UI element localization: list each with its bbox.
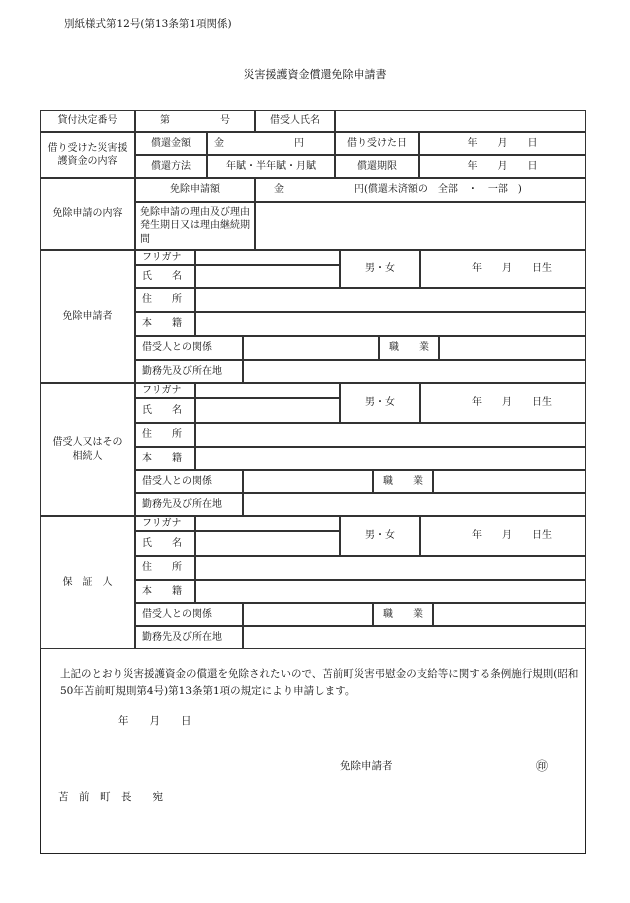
repayment-amount-field[interactable]: 金 円 [207, 132, 335, 155]
guarantor-relation-field[interactable] [243, 603, 373, 626]
guarantor-sex-field[interactable]: 男・女 [340, 516, 420, 556]
applicant-section-label: 免除申請者 [40, 250, 135, 383]
guarantor-domicile-field[interactable] [195, 580, 586, 603]
guarantor-birthdate-field[interactable]: 年 月 日生 [420, 516, 586, 556]
borrower-name-label: 借受人氏名 [255, 110, 335, 132]
applicant-birthdate-field[interactable]: 年 月 日生 [420, 250, 586, 288]
heir-furigana-field[interactable] [195, 383, 340, 398]
seal-mark: ㊞ [536, 759, 549, 773]
heir-job-field[interactable] [433, 470, 586, 493]
guarantor-name-field[interactable] [195, 531, 340, 556]
exemption-amount-field[interactable]: 金 円(償還未済額の 全部 ・ 一部 ) [255, 178, 586, 202]
loan-number-label: 貸付決定番号 [40, 110, 135, 132]
guarantor-relation-label: 借受人との関係 [135, 603, 243, 626]
heir-relation-label: 借受人との関係 [135, 470, 243, 493]
heir-workplace-field[interactable] [243, 493, 586, 516]
applicant-furigana-field[interactable] [195, 250, 340, 265]
applicant-name-field[interactable] [195, 265, 340, 288]
exemption-reason-label: 免除申請の理由及び理由発生期日又は理由継続期間 [135, 202, 255, 250]
applicant-furigana-label: フリガナ [135, 250, 195, 265]
page-title: 災害援護資金償還免除申請書 [243, 68, 387, 81]
heir-name-label: 氏 名 [135, 398, 195, 423]
repayment-deadline-field[interactable]: 年 月 日 [419, 155, 586, 178]
applicant-job-label: 職 業 [379, 336, 439, 360]
heir-sex-field[interactable]: 男・女 [340, 383, 420, 423]
guarantor-name-label: 氏 名 [135, 531, 195, 556]
guarantor-address-field[interactable] [195, 556, 586, 580]
applicant-job-field[interactable] [439, 336, 586, 360]
heir-domicile-label: 本 籍 [135, 447, 195, 470]
guarantor-address-label: 住 所 [135, 556, 195, 580]
applicant-address-field[interactable] [195, 288, 586, 312]
applicant-relation-field[interactable] [243, 336, 379, 360]
applicant-workplace-label: 勤務先及び所在地 [135, 360, 243, 383]
exemption-reason-field[interactable] [255, 202, 586, 250]
form-number: 別紙様式第12号(第13条第1項関係) [64, 18, 232, 30]
loan-number-field[interactable]: 第 号 [135, 110, 255, 132]
guarantor-job-label: 職 業 [373, 603, 433, 626]
guarantor-job-field[interactable] [433, 603, 586, 626]
guarantor-furigana-field[interactable] [195, 516, 340, 531]
exemption-content-label: 免除申請の内容 [40, 178, 135, 250]
heir-domicile-field[interactable] [195, 447, 586, 470]
heir-furigana-label: フリガナ [135, 383, 195, 398]
applicant-name-label: 氏 名 [135, 265, 195, 288]
applicant-address-label: 住 所 [135, 288, 195, 312]
addressee: 苫 前 町 長 宛 [58, 791, 163, 803]
applicant-domicile-label: 本 籍 [135, 312, 195, 336]
heir-name-field[interactable] [195, 398, 340, 423]
applicant-signature-label: 免除申請者 [340, 760, 393, 772]
heir-section-label: 借受人又はその相続人 [40, 383, 135, 516]
application-date[interactable]: 年 月 日 [118, 715, 192, 727]
guarantor-domicile-label: 本 籍 [135, 580, 195, 603]
application-statement: 上記のとおり災害援護資金の償還を免除されたいので、苫前町災害弔慰金の支給等に関する条例施行規則(昭和50年苫前町規則第4号)第13条第1項の規定により申請します。 [60, 668, 579, 697]
loan-content-label: 借り受けた災害援護資金の内容 [40, 132, 135, 178]
heir-workplace-label: 勤務先及び所在地 [135, 493, 243, 516]
heir-address-label: 住 所 [135, 423, 195, 447]
applicant-sex-field[interactable]: 男・女 [340, 250, 420, 288]
applicant-workplace-field[interactable] [243, 360, 586, 383]
heir-job-label: 職 業 [373, 470, 433, 493]
guarantor-furigana-label: フリガナ [135, 516, 195, 531]
repayment-method-field[interactable]: 年賦・半年賦・月賦 [207, 155, 335, 178]
guarantor-workplace-field[interactable] [243, 626, 586, 649]
borrowed-date-field[interactable]: 年 月 日 [419, 132, 586, 155]
applicant-domicile-field[interactable] [195, 312, 586, 336]
heir-relation-field[interactable] [243, 470, 373, 493]
repayment-amount-label: 償還金額 [135, 132, 207, 155]
exemption-amount-label: 免除申請額 [135, 178, 255, 202]
repayment-deadline-label: 償還期限 [335, 155, 419, 178]
heir-address-field[interactable] [195, 423, 586, 447]
guarantor-section-label: 保 証 人 [40, 516, 135, 649]
repayment-method-label: 償還方法 [135, 155, 207, 178]
borrowed-date-label: 借り受けた日 [335, 132, 419, 155]
borrower-name-field[interactable] [335, 110, 586, 132]
heir-birthdate-field[interactable]: 年 月 日生 [420, 383, 586, 423]
guarantor-workplace-label: 勤務先及び所在地 [135, 626, 243, 649]
applicant-relation-label: 借受人との関係 [135, 336, 243, 360]
